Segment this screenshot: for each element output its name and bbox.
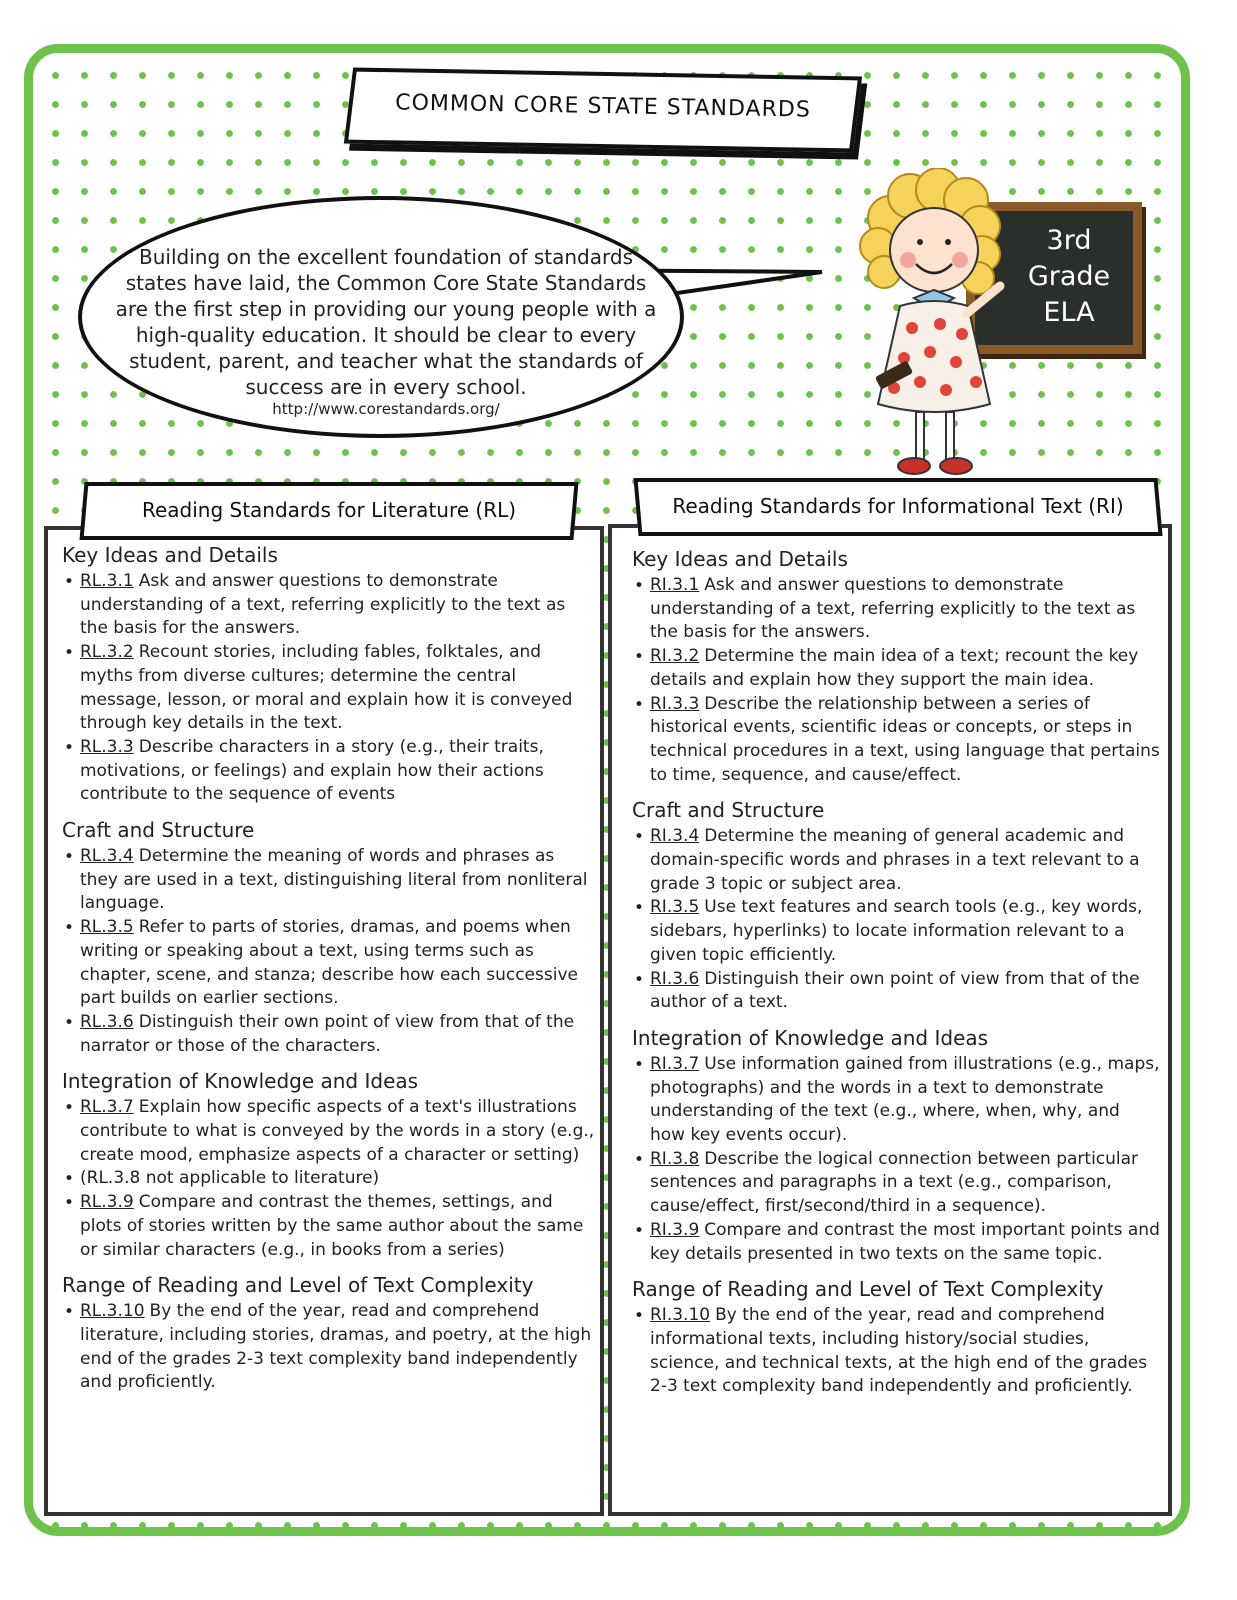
chalkboard-line-1: 3rd [1046,225,1092,256]
section-heading: Craft and Structure [632,798,825,823]
standard-text: Determine the meaning of words and phrases as they are used in a text, distinguishing literal from nonliteral language. [80,846,588,914]
title-banner [348,72,858,148]
standard-text: Distinguish their own point of view from that of the narrator or those of the characters. [80,1011,575,1056]
section-heading: Integration of Knowledge and Ideas [62,1069,419,1094]
quote-source: http://www.corestandards.org/ [272,400,500,418]
standard-code-link[interactable]: RL.3.5 [80,917,134,938]
standards-list [632,1304,1160,1399]
literature-tab [82,482,576,540]
standard-text: Use text features and search tools (e.g., key words, sidebars, hyperlinks) to locate information relevant to a given topic efficiently. [650,897,1143,965]
standard-code-link[interactable]: RL.3.9 [80,1192,134,1213]
standard-code-link[interactable]: RI.3.5 [650,897,700,918]
standard-item [62,916,596,1011]
teacher-girl-illustration [850,168,1010,488]
chalkboard-line-3: ELA [1043,297,1095,328]
chalkboard-text [1009,223,1129,331]
standard-item [632,825,1160,896]
standard-text: Refer to parts of stories, dramas, and poems when writing or speaking about a text, using terms such as chapter, scene, and stanza; describe how each successive part builds on earlier sections. [80,917,578,1009]
standard-item [632,645,1160,692]
section-heading: Key Ideas and Details [62,543,278,567]
standard-text: By the end of the year, read and comprehend literature, including stories, dramas, and poetry, at the high end of the grades 2-3 text complexity band independently and proficiently. [80,1301,592,1393]
standard-item [632,1304,1160,1399]
standard-text: (RL.3.8 not applicable to literature) [80,1168,380,1189]
section-heading: Range of Reading and Level of Text Complexity [62,1273,534,1298]
standard-item [62,570,596,641]
standard-item [62,641,596,736]
standards-list [632,1053,1160,1266]
standard-code-link[interactable]: RL.3.1 [80,571,134,591]
informational-tab [636,478,1160,536]
standard-code-link[interactable]: RI.3.4 [650,826,700,847]
standard-item [632,896,1160,967]
standard-item [62,1167,596,1191]
standard-code-link[interactable]: RI.3.6 [650,968,700,989]
page-title: COMMON CORE STATE STANDARDS [394,90,811,123]
standard-text: Describe the logical connection between particular sentences and paragraphs in a text (e.g., comparison, cause/effect, first/second/third in a sequence). [650,1148,1139,1217]
standards-list [632,825,1160,1015]
standard-item [632,1053,1160,1148]
standards-list [62,570,596,807]
standard-text: Use information gained from illustrations (e.g., maps, photographs) and the words in a text to demonstrate understanding of the text (e.g., where, when, why, and how key events occur). [650,1053,1160,1146]
section-heading: Integration of Knowledge and Ideas [632,1025,989,1050]
standard-code-link[interactable]: RL.3.7 [80,1097,134,1118]
standards-list [62,1096,596,1262]
quote-text: Building on the excellent foundation of standards states have laid, the Common Core State Standards are the first step in providing our young people with a high-quality education. It should be clear to every student, parent, and teacher what the standards of success are in every school. [115,245,657,399]
section-heading: Key Ideas and Details [632,547,848,571]
standard-text: Describe characters in a story (e.g., their traits, motivations, or feelings) and explain how their actions contribute to the sequence of events [80,736,544,805]
standard-item [62,1191,596,1262]
standard-text: Describe the relationship between a series of historical events, scientific ideas or concepts, or steps in technical procedures in a text, using language that pertains to time, sequence, and cause/effect. [650,693,1160,785]
standard-item [62,1300,596,1395]
informational-title: Reading Standards for Informational Text (RI) [672,494,1124,518]
standard-text: Recount stories, including fables, folktales, and myths from diverse cultures; determine the central message, lesson, or moral and explain how it is conveyed through key details in the text. [80,642,573,734]
standard-item [632,1148,1160,1219]
standard-code-link[interactable]: RI.3.3 [650,693,700,714]
standard-code-link[interactable]: RI.3.2 [650,646,700,667]
standard-text: Determine the meaning of general academic and domain-specific words and phrases in a text relevant to a grade 3 topic or subject area. [650,826,1140,894]
informational-content [632,546,1160,1409]
standard-code-link[interactable]: RL.3.3 [80,736,134,757]
standard-code-link[interactable]: RI.3.1 [650,575,700,595]
standard-item [632,574,1160,645]
standard-item [62,1096,596,1167]
standard-code-link[interactable]: RL.3.2 [80,642,134,663]
standard-code-link[interactable]: RL.3.6 [80,1011,134,1032]
literature-content [62,542,596,1405]
literature-title: Reading Standards for Literature (RL) [141,498,517,522]
standard-text: Explain how specific aspects of a text's illustrations contribute to what is conveyed by the words in a story (e.g., create mood, emphasize aspects of a character or setting) [80,1097,595,1165]
standard-text: Ask and answer questions to demonstrate understanding of a text, referring explicitly to the text as the basis for the answers. [650,575,1136,643]
standard-text: By the end of the year, read and comprehend informational texts, including history/social studies, science, and technical texts, at the high end of the grades 2-3 text complexity band independently and proficiently. [650,1305,1148,1397]
standard-code-link[interactable]: RI.3.9 [650,1219,700,1240]
standards-list [62,1300,596,1395]
standards-list [62,845,596,1058]
standard-code-link[interactable]: RI.3.10 [650,1305,711,1326]
standard-text: Distinguish their own point of view from that of the author of a text. [650,968,1140,1013]
standard-item [632,1219,1160,1266]
standard-item [62,1011,596,1058]
standard-code-link[interactable]: RI.3.7 [650,1053,700,1074]
standard-text: Determine the main idea of a text; recount the key details and explain how they support the main idea. [650,646,1139,690]
standard-code-link[interactable]: RL.3.4 [80,846,134,867]
section-heading: Range of Reading and Level of Text Complexity [632,1277,1104,1302]
standard-text: Compare and contrast the themes, settings, and plots of stories written by the same author about the same or similar characters (e.g., in books from a series) [80,1192,584,1260]
standard-item [632,968,1160,1015]
standard-text: Ask and answer questions to demonstrate understanding of a text, referring explicitly to the text as the basis for the answers. [80,571,566,639]
standards-list [632,574,1160,787]
standard-item [62,845,596,916]
standard-code-link[interactable]: RL.3.10 [80,1301,145,1322]
section-heading: Craft and Structure [62,818,255,843]
standard-text: Compare and contrast the most important points and key details presented in two texts on the same topic. [650,1219,1160,1264]
standard-item [62,736,596,807]
standard-code-link[interactable]: RI.3.8 [650,1148,700,1169]
standard-item [632,693,1160,788]
chalkboard-line-2: Grade [1027,261,1111,292]
